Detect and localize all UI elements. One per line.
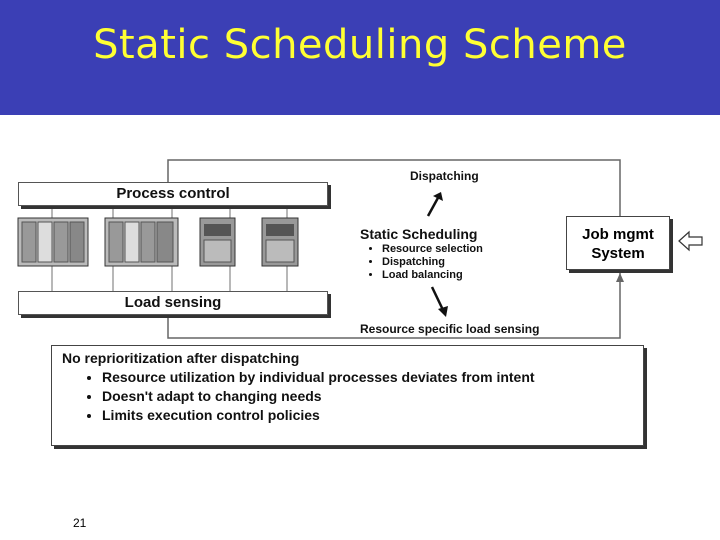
slide-title: Static Scheduling Scheme <box>93 22 627 68</box>
scheduling-bullet: • Resource selection <box>382 243 483 256</box>
sensing-arrow <box>432 287 443 310</box>
page-number: 21 <box>73 516 87 530</box>
scheduling-bullet: • Dispatching <box>382 256 483 269</box>
notes-bullet: • Resource utilization by individual processes deviates from intent <box>102 368 633 387</box>
process-control-label: Process control <box>116 185 230 202</box>
resource-load-sensing-label: Resource specific load sensing <box>360 322 540 336</box>
job-mgmt-box <box>566 216 670 270</box>
load-sensing-label: Load sensing <box>124 294 222 311</box>
input-arrow-icon <box>678 229 704 253</box>
server-3-icon <box>200 218 235 266</box>
notes-bullet: • Doesn't adapt to changing needs <box>102 387 633 406</box>
server-1-icon <box>18 218 88 266</box>
server-2-icon <box>105 218 178 266</box>
dispatch-arrow <box>428 196 439 216</box>
notes-bullet: • Limits execution control policies <box>102 406 633 425</box>
dispatching-label: Dispatching <box>410 169 479 183</box>
load-sensing-box <box>18 291 328 315</box>
static-scheduling-block <box>360 226 483 282</box>
job-mgmt-line-2: System <box>591 245 645 262</box>
scheduling-bullet: • Load balancing <box>382 269 483 282</box>
loop-arrowhead <box>616 273 624 282</box>
notes-box <box>51 345 644 446</box>
process-control-box <box>18 182 328 206</box>
job-mgmt-line-1: Job mgmt <box>582 226 654 243</box>
server-4-icon <box>262 218 298 266</box>
notes-heading: No reprioritization after dispatching <box>62 350 300 366</box>
static-scheduling-heading: Static Scheduling <box>360 226 478 242</box>
